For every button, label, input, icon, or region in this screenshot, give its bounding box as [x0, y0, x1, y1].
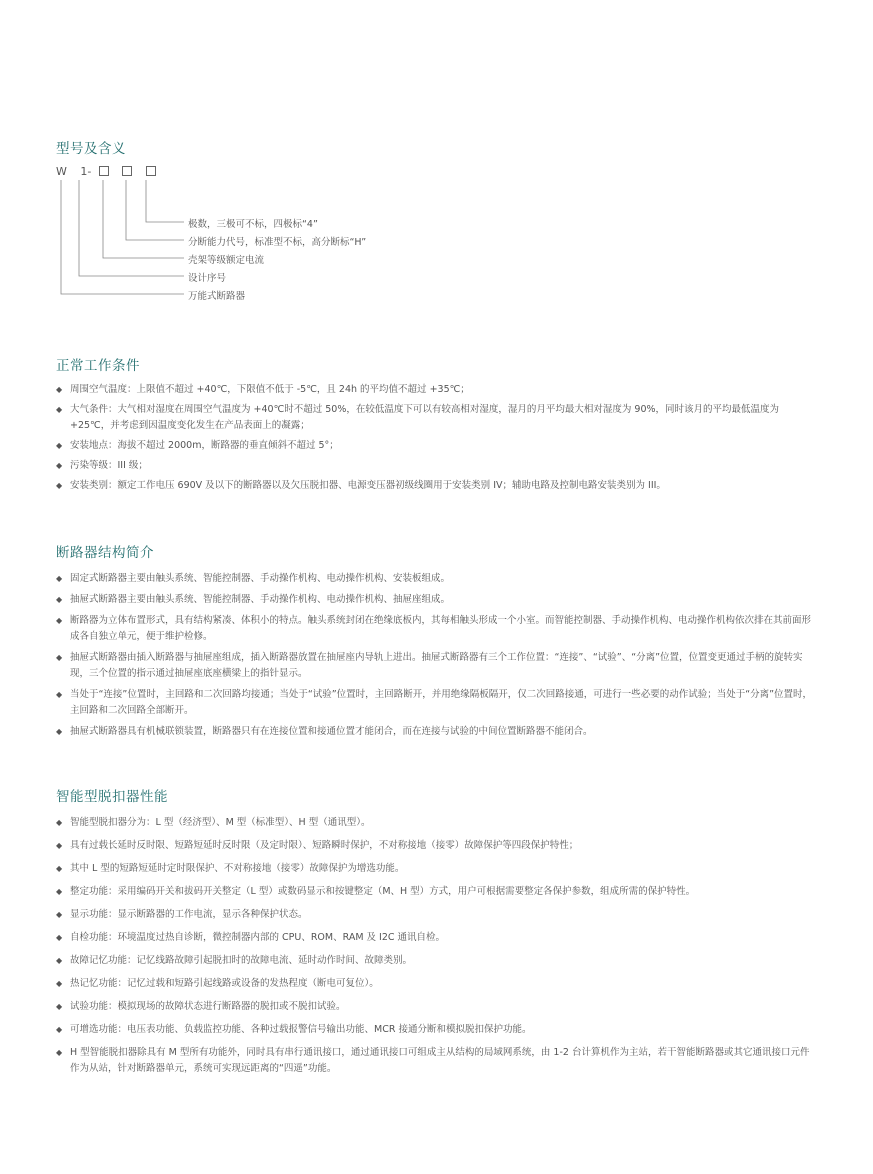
bullet-icon: ◆: [56, 690, 63, 699]
list-item: ◆ 安装地点：海拔不超过 2000m，断路器的垂直倾斜不超过 5°；: [56, 438, 816, 454]
list-item: ◆ 抽屉式断路器主要由触头系统、智能控制器、手动操作机构、电动操作机构、抽屉座组成。: [56, 592, 816, 608]
list-item: ◆ 污染等级：III 级；: [56, 458, 816, 474]
structure-list: [56, 571, 816, 745]
bullet-icon: ◆: [56, 1025, 63, 1034]
bullet-icon: ◆: [56, 910, 63, 919]
model-code-w: W: [56, 165, 67, 178]
section-title-conditions: 正常工作条件: [56, 358, 140, 374]
list-item: ◆ 热记忆功能：记忆过载和短路引起线路或设备的发热程度（断电可复位）。: [56, 976, 816, 992]
bullet-icon: ◆: [56, 887, 63, 896]
list-item: ◆ 当处于“连接”位置时，主回路和二次回路均接通；当处于“试验”位置时，主回路断开，并用绝缘隔板隔开，仅二次回路接通，可进行一些必要的动作试验；当处于“分离”位置时，主回路和二次回路全部断开。: [56, 689, 813, 716]
list-item: ◆ 抽屉式断路器具有机械联锁装置，断路器只有在连接位置和接通位置才能闭合，而在连接与试验的中间位置断路器不能闭合。: [56, 724, 816, 740]
list-item: ◆ 试验功能：模拟现场的故障状态进行断路器的脱扣或不脱扣试验。: [56, 999, 816, 1015]
section-title-model: 型号及含义: [56, 141, 126, 157]
bullet-icon: ◆: [56, 616, 63, 625]
bullet-icon: ◆: [56, 481, 63, 490]
list-item: ◆ 可增选功能：电压表功能、负载监控功能、各种过载报警信号输出功能、MCR 接通分断和模拟脱扣保护功能。: [56, 1022, 816, 1038]
diagram-label-frame-current: 壳架等级额定电流: [188, 255, 265, 266]
diagram-label-type: 万能式断路器: [188, 291, 246, 302]
bullet-icon: ◆: [56, 385, 63, 394]
diagram-line-1: [146, 180, 184, 222]
section-title-structure: 断路器结构简介: [56, 545, 154, 561]
list-item: ◆ 大气条件：大气相对湿度在周围空气温度为 +40℃时不超过 50%，在较低温度下可以有较高相对湿度，湿月的月平均最大相对湿度为 90%，同时该月的平均最低温度为 +25℃，并考虑到因温度变化发生在产品表面上的凝露；: [56, 404, 780, 431]
bullet-icon: ◆: [56, 595, 63, 604]
list-item: ◆ 故障记忆功能：记忆线路故障引起脱扣时的故障电流、延时动作时间、故障类别。: [56, 953, 816, 969]
bullet-icon: ◆: [56, 956, 63, 965]
diagram-line-4: [79, 180, 184, 276]
model-diagram-lines: [0, 0, 873, 320]
diagram-label-design-no: 设计序号: [188, 273, 227, 284]
list-item: ◆ 显示功能：显示断路器的工作电流，显示各种保护状态。: [56, 907, 816, 923]
diagram-label-breaking: 分断能力代号，标准型不标，高分断标“H”: [188, 237, 367, 248]
bullet-icon: ◆: [56, 979, 63, 988]
bullet-icon: ◆: [56, 1002, 63, 1011]
bullet-icon: ◆: [56, 653, 63, 662]
list-item: ◆ 其中 L 型的短路短延时定时限保护、不对称接地（接零）故障保护为增选功能。: [56, 861, 816, 877]
list-item: ◆ 周围空气温度：上限值不超过 +40℃，下限值不低于 -5℃，且 24h 的平均值不超过 +35℃；: [56, 382, 816, 398]
list-item: ◆ 智能型脱扣器分为：L 型（经济型）、M 型（标准型）、H 型（通讯型）。: [56, 815, 816, 831]
list-item: ◆ 抽屉式断路器由插入断路器与抽屉座组成，插入断路器放置在抽屉座内导轨上进出。抽屉式断路器有三个工作位置：“连接”、“试验”、“分离”位置，位置变更通过手柄的旋转实现，三个位置的指示通过抽屉座底座横梁上的指针显示。: [56, 652, 803, 679]
bullet-icon: ◆: [56, 864, 63, 873]
bullet-icon: ◆: [56, 727, 63, 736]
list-item: ◆ 安装类别：额定工作电压 690V 及以下的断路器以及欠压脱扣器、电源变压器初级线圈用于安装类别 IV；辅助电路及控制电路安装类别为 III。: [56, 478, 816, 494]
bullet-icon: ◆: [56, 461, 63, 470]
diagram-line-3: [103, 180, 184, 258]
conditions-list: [56, 382, 816, 498]
diagram-label-poles: 极数，三极可不标，四极标“4”: [188, 219, 318, 230]
bullet-icon: ◆: [56, 818, 63, 827]
list-item: ◆ 整定功能：采用编码开关和拔码开关整定（L 型）或数码显示和按键整定（M、H 型）方式，用户可根据需要整定各保护参数，组成所需的保护特性。: [56, 884, 816, 900]
bullet-icon: ◆: [56, 405, 63, 414]
diagram-line-5: [61, 180, 184, 294]
bullet-icon: ◆: [56, 441, 63, 450]
list-item: ◆ 自检功能：环境温度过热自诊断，微控制器内部的 CPU、ROM、RAM 及 I2C 通讯自检。: [56, 930, 816, 946]
bullet-icon: ◆: [56, 933, 63, 942]
bullet-icon: ◆: [56, 1048, 63, 1057]
list-item: ◆ 断路器为立体布置形式，具有结构紧凑、体积小的特点。触头系统封闭在绝缘底板内，其每相触头形成一个小室。而智能控制器、手动操作机构、电动操作机构依次排在其前面形成各自独立单元，便于维护检修。: [56, 615, 812, 642]
list-item: ◆ H 型智能脱扣器除具有 M 型所有功能外，同时具有串行通讯接口，通过通讯接口可组成主从结构的局域网系统，由 1-2 台计算机作为主站，若干智能断路器或其它通讯接口元件作为从站，针对断路器单元，系统可实现远距离的“四遥”功能。: [56, 1047, 810, 1074]
bullet-icon: ◆: [56, 841, 63, 850]
bullet-icon: ◆: [56, 574, 63, 583]
model-code-series: 1-: [80, 165, 92, 178]
list-item: ◆ 具有过载长延时反时限、短路短延时反时限（及定时限）、短路瞬时保护，不对称接地（接零）故障保护等四段保护特性；: [56, 838, 816, 854]
list-item: ◆ 固定式断路器主要由触头系统、智能控制器、手动操作机构、电动操作机构、安装板组成。: [56, 571, 816, 587]
diagram-line-2: [126, 180, 184, 240]
section-title-intelligent: 智能型脱扣器性能: [56, 789, 168, 805]
intelligent-list: [56, 815, 816, 1084]
